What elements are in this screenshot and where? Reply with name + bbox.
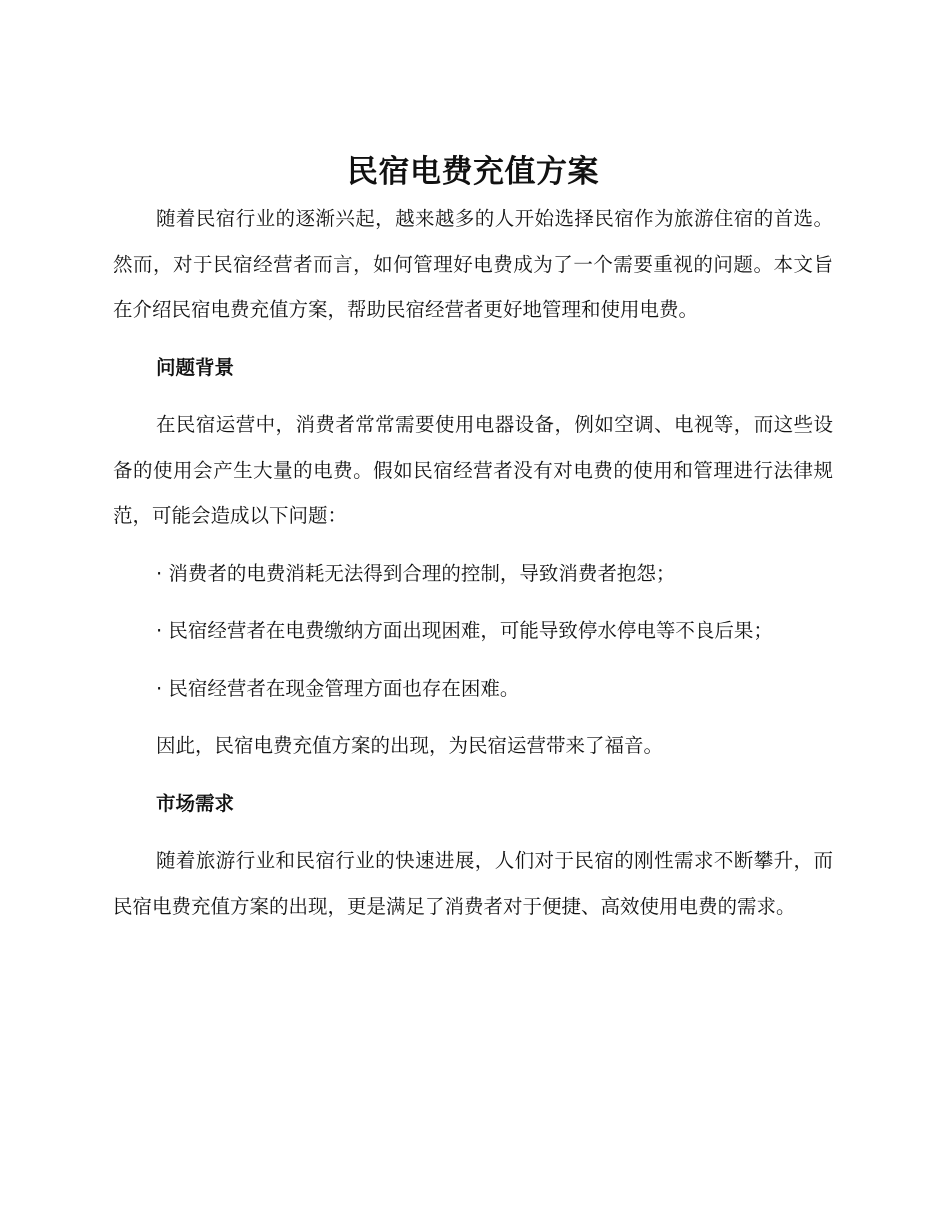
intro-paragraph: 随着民宿行业的逐渐兴起，越来越多的人开始选择民宿作为旅游住宿的首选。然而，对于民宿经营者而言，如何管理好电费成为了一个需要重视的问题。本文旨在介绍民宿电费充值方案，帮助民宿经营者更好地管理和使用电费。 (113, 207, 833, 321)
section-heading-market: 市场需求 (156, 791, 235, 815)
bullet-item-2: · 民宿经营者在电费缴纳方面出现困难，可能导致停水停电等不良后果； (156, 619, 773, 642)
bullet-item-1: · 消费者的电费消耗无法得到合理的控制，导致消费者抱怨； (156, 561, 676, 585)
spacer (113, 390, 833, 402)
bullet-item-3: · 民宿经营者在现金管理方面也存在困难。 (156, 676, 520, 700)
background-paragraph: 在民宿运营中，消费者常常需要使用电器设备，例如空调、电视等，而这些设备的使用会产生大量的电费。假如民宿经营者没有对电费的使用和管理进行法律规范，可能会造成以下问题： (113, 413, 833, 527)
spacer (113, 711, 833, 723)
spacer (113, 769, 833, 781)
conclusion-paragraph: 因此，民宿电费充值方案的出现，为民宿运营带来了福音。 (156, 734, 664, 757)
spacer (113, 596, 833, 608)
document-page (113, 150, 833, 929)
spacer (113, 333, 833, 345)
section-heading-background: 问题背景 (156, 355, 235, 379)
spacer (113, 539, 833, 551)
document-title: 民宿电费充值方案 (347, 154, 599, 190)
spacer (113, 654, 833, 666)
market-paragraph: 随着旅游行业和民宿行业的快速进展，人们对于民宿的刚性需求不断攀升，而民宿电费充值方案的出现，更是满足了消费者对于便捷、高效使用电费的需求。 (113, 849, 833, 918)
spacer (113, 826, 833, 838)
